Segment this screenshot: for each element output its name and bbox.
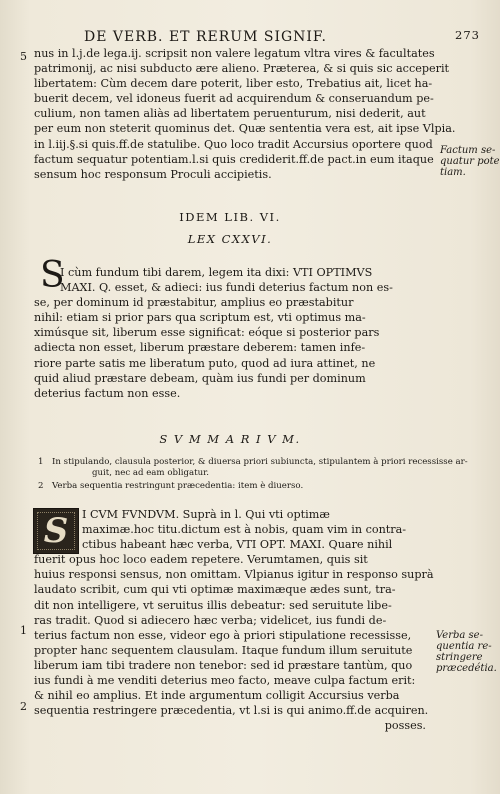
margin-note-line: stringere: [436, 652, 483, 663]
text-line: ximúsque sit, liberum esse significat: eóque si posterior pars: [34, 326, 380, 340]
text-line: in l.iij.§.si quis.ff.de statulibe. Quo loco tradit Accursius oportere quod: [34, 137, 433, 151]
text-line: posses.: [384, 719, 426, 733]
text-line: se, per dominum id præstabitur, amplius eo præstabitur: [34, 296, 354, 310]
text-line: I cùm fundum tibi darem, legem ita dixi: VTI OPTIMVS: [60, 266, 373, 279]
running-header: [20, 27, 488, 47]
text-line: I CVM FVNDVM. Suprà in l. Qui vti optimæ: [82, 508, 330, 521]
summary-line: guit, nec ad eam obligatur.: [92, 468, 209, 478]
margin-number: 5: [20, 50, 27, 63]
margin-note-line: quatur pote: [440, 156, 500, 167]
text-line: nihil: etiam si prior pars qua scriptum est, vti optimus ma-: [34, 311, 366, 325]
text-line: huius responsi sensus, non omittam. Vlpianus igitur in responso suprà: [34, 568, 434, 582]
summarium-heading: S V M M A R I V M.: [159, 432, 301, 446]
summary-number: 1: [38, 457, 44, 467]
summary-line: In stipulando, clausula posterior, & diuersa priori subiuncta, stipulantem à priori recessisse ar-: [52, 457, 468, 467]
text-line: fuerit opus hoc loco eadem repetere. Verumtamen, quis sit: [34, 553, 368, 567]
text-line: quid aliud præstare debeam, quàm ius fundi per dominum: [34, 371, 366, 385]
text-line: patrimonij, ac nisi subducto ære alieno. Præterea, & si quis sic acceperit: [34, 62, 450, 76]
text-line: maximæ.hoc titu.dictum est à nobis, quam vim in contra-: [82, 523, 407, 537]
margin-note-1: [440, 145, 500, 178]
margin-number: 1: [20, 624, 27, 637]
text-line: terius factum non esse, videor ego à priori stipulatione recessisse,: [34, 628, 412, 642]
text-line: factum sequatur potentiam.l.si quis crediderit.ff.de pact.in eum itaque: [34, 152, 434, 166]
margin-note-line: Verba se-: [436, 630, 483, 641]
initial-letter: S: [40, 255, 65, 296]
text-line: propter hanc sequentem clausulam. Itaque fundum illum seruitute: [34, 643, 413, 657]
text-line: dit non intelligere, vt seruitus illis debeatur: sed seruitute libe-: [34, 598, 392, 612]
text-line: ras tradit. Quod si adiecero hæc verba; videlicet, ius fundi de-: [34, 613, 387, 627]
text-line: nus in l.j.de lega.ij. scripsit non valere legatum vltra vires & facultates: [34, 47, 435, 60]
page-number: 273: [455, 28, 480, 42]
summary-number: 2: [38, 481, 44, 491]
text-line: buerit decem, vel idoneus fuerit ad acquirendum & conseruandum pe-: [34, 92, 434, 106]
text-line: MAXI. Q. esset, & adieci: ius fundi deterius factum non es-: [60, 281, 393, 295]
text-line: sequentia restringere præcedentia, vt l.si is qui animo.ff.de acquiren.: [34, 704, 429, 718]
paragraph-3: [34, 507, 434, 733]
margin-note-line: quentia re-: [436, 641, 492, 652]
text-line: ctibus habeant hæc verba, VTI OPT. MAXI. Quare nihil: [82, 538, 393, 552]
margin-note-line: Factum se-: [440, 145, 496, 156]
summary-item-1: [52, 457, 468, 479]
margin-note-line: tiam.: [440, 167, 466, 178]
paragraph-2: [34, 265, 432, 401]
text-line: liberum iam tibi tradere non tenebor: sed id præstare tantùm, quo: [34, 658, 413, 672]
text-line: & nihil eo amplius. Et inde argumentum colligit Accursius verba: [34, 689, 400, 703]
summary-line: Verba sequentia restringunt præcedentia: item è diuerso.: [52, 481, 304, 491]
margin-number: 2: [20, 700, 27, 713]
text-line: laudato scribit, cum qui vti optimæ maximæque ædes sunt, tra-: [34, 583, 396, 597]
heading-idem: IDEM LIB. VI.: [179, 210, 281, 224]
text-line: adiecta non esset, liberum præstare deberem: tamen infe-: [34, 341, 366, 355]
margin-note-line: præcedétia.: [436, 663, 497, 674]
summary-item-2: [52, 481, 444, 492]
running-title: DE VERB. ET RERUM SIGNIF.: [84, 29, 327, 45]
drop-cap-letter: S: [43, 511, 69, 551]
text-line: ius fundi à me venditi deterius meo facto, meave culpa factum erit:: [34, 674, 416, 688]
text-line: riore parte satis me liberatum puto, quod ad iura attinet, ne: [34, 356, 376, 370]
heading-lex: LEX CXXVI.: [187, 232, 273, 246]
paragraph-1: [34, 46, 456, 182]
text-line: sensum hoc responsum Proculi accipietis.: [34, 167, 272, 181]
text-line: deterius factum non esse.: [34, 386, 181, 400]
text-line: per eum non steterit quominus det. Quæ sententia vera est, ait ipse Vlpia.: [34, 122, 456, 136]
text-line: libertatem: Cùm decem dare poterit, liber esto, Trebatius ait, licet ha-: [34, 77, 433, 91]
margin-note-2: [436, 630, 497, 674]
text-line: culium, non tamen aliàs ad libertatem peruenturum, nisi dederit, aut: [34, 107, 426, 121]
